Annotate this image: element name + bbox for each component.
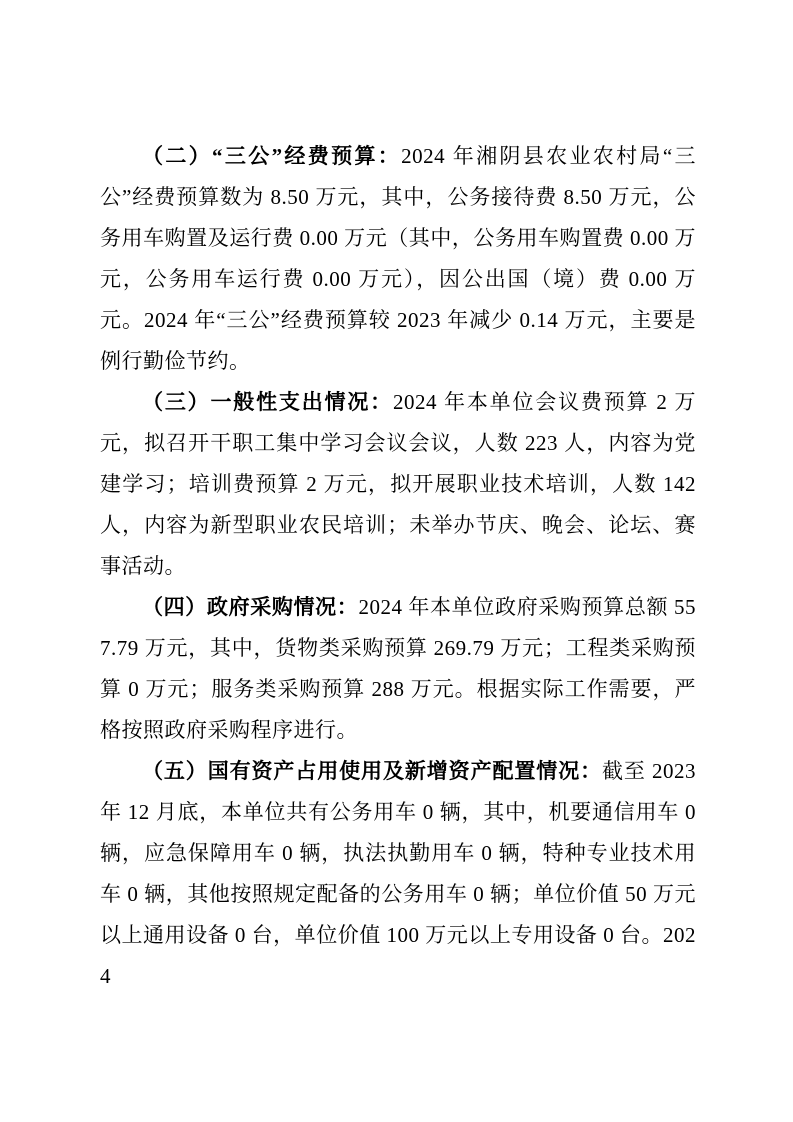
paragraph-government-procurement (100, 587, 696, 751)
paragraph-state-assets (100, 751, 696, 997)
paragraph-text: 截至 2023 年 12 月底，本单位共有公务用车 0 辆，其中，机要通信用车 0 辆，应急保障用车 0 辆，执法执勤用车 0 辆，特种专业技术用车 0 辆，其他按照规定配备的公务用车 0 辆；单位价值 50 万元以上通用设备 0 台，单位价值 100 万元以上专用设备 0 台。2024 (100, 759, 696, 988)
paragraph-lead: （三）一般性支出情况： (142, 390, 393, 414)
paragraph-lead: （五）国有资产占用使用及新增资产配置情况： (142, 759, 603, 783)
paragraph-general-expenditure (100, 382, 696, 587)
paragraph-three-public-funds (100, 136, 696, 382)
paragraph-text: 2024 年湘阴县农业农村局“三公”经费预算数为 8.50 万元，其中，公务接待费 8.50 万元，公务用车购置及运行费 0.00 万元（其中，公务用车购置费 0.00 万元，公务用车运行费 0.00 万元），因公出国（境）费 0.00 万元。2024 年“三公”经费预算较 2023 年减少 0.14 万元，主要是例行勤俭节约。 (100, 144, 696, 373)
paragraph-text: 2024 年本单位政府采购预算总额 557.79 万元，其中，货物类采购预算 269.79 万元；工程类采购预算 0 万元；服务类采购预算 288 万元。根据实际工作需要，严格按照政府采购程序进行。 (100, 595, 697, 742)
paragraph-lead: （四）政府采购情况： (142, 595, 359, 619)
document-body (100, 136, 696, 997)
paragraph-text: 2024 年本单位会议费预算 2 万元，拟召开干职工集中学习会议会议，人数 223 人，内容为党建学习；培训费预算 2 万元，拟开展职业技术培训，人数 142 人，内容为新型职业农民培训；未举办节庆、晚会、论坛、赛事活动。 (100, 390, 697, 578)
paragraph-lead: （二）“三公”经费预算： (142, 144, 402, 168)
